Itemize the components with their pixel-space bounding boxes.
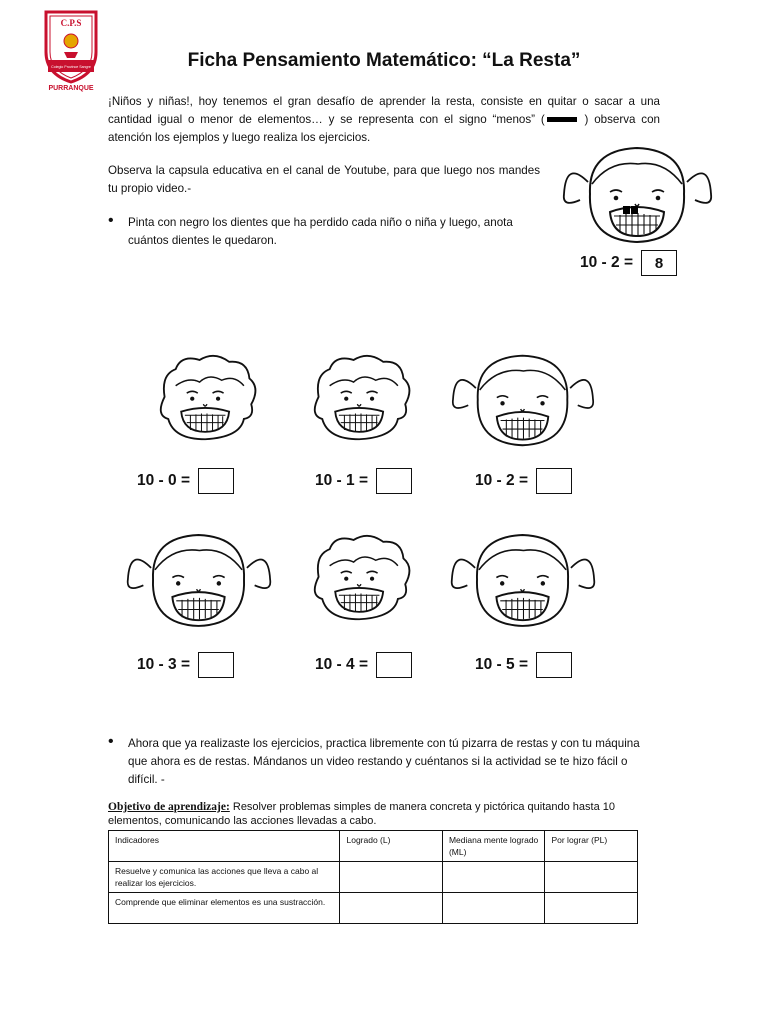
logo-top-text: C.P.S bbox=[60, 18, 82, 28]
instruction-bullet-1 bbox=[108, 212, 518, 250]
girl-face-icon bbox=[124, 525, 274, 635]
example-answer-box: 8 bbox=[641, 250, 677, 276]
page-title: Ficha Pensamiento Matemático: “La Resta” bbox=[187, 50, 581, 71]
intro-text-1: ¡Niños y niñas!, hoy tenemos el gran desafío de aprender la resta, consiste en quitar o sacar a una cantidad igual o menor de elementos… y se representa con el signo “menos” ( bbox=[108, 95, 660, 126]
indicators-table bbox=[108, 830, 638, 924]
girl-face-icon bbox=[448, 525, 598, 635]
exercise-1-answer-box[interactable] bbox=[198, 468, 234, 494]
instruction-bullet-2 bbox=[108, 733, 658, 789]
exercise-1-expression: 10 - 0 = bbox=[137, 472, 190, 489]
exercise-3 bbox=[475, 468, 572, 494]
exercise-4-answer-box[interactable] bbox=[198, 652, 234, 678]
exercise-1 bbox=[137, 468, 234, 494]
cell-por-lograr-1[interactable] bbox=[545, 862, 638, 893]
logo-bottom-text: PURRANQUE bbox=[48, 85, 94, 92]
exercise-3-answer-box[interactable] bbox=[536, 468, 572, 494]
exercise-6-answer-box[interactable] bbox=[536, 652, 572, 678]
example-expression: 10 - 2 = bbox=[580, 254, 633, 271]
exercise-5 bbox=[315, 652, 412, 678]
exercise-2-expression: 10 - 1 = bbox=[315, 472, 368, 489]
minus-sign-icon bbox=[547, 117, 577, 122]
indicator-1: Resuelve y comunica las acciones que lleva a cabo al realizar los ejercicios. bbox=[109, 862, 340, 893]
bullet-icon: • bbox=[108, 212, 114, 229]
instruction-1-text: Pinta con negro los dientes que ha perdido cada niño o niña y luego, anota cuántos dientes le quedaron. bbox=[128, 216, 513, 247]
objective-text: Resolver problemas simples de manera concreta y pictórica quitando hasta 10 elementos, comunicando las acciones llevadas a cabo. bbox=[108, 801, 616, 827]
header-por-lograr: Por lograr (PL) bbox=[545, 831, 638, 862]
objective-label: Objetivo de aprendizaje: bbox=[108, 801, 230, 813]
example-girl-face-icon bbox=[560, 142, 715, 247]
cell-logrado-2[interactable] bbox=[340, 893, 442, 924]
exercise-3-expression: 10 - 2 = bbox=[475, 472, 528, 489]
indicator-2: Comprende que eliminar elementos es una sustracción. bbox=[109, 893, 340, 924]
girl-face-icon bbox=[448, 350, 598, 450]
boy-face-icon bbox=[148, 345, 266, 445]
exercise-4-expression: 10 - 3 = bbox=[137, 656, 190, 673]
learning-objective bbox=[108, 800, 668, 828]
cell-logrado-1[interactable] bbox=[340, 862, 442, 893]
boy-face-icon bbox=[302, 525, 420, 625]
exercise-6 bbox=[475, 652, 572, 678]
exercise-4 bbox=[137, 652, 234, 678]
cell-mediana-1[interactable] bbox=[442, 862, 545, 893]
instruction-2-text: Ahora que ya realizaste los ejercicios, practica libremente con tú pizarra de restas y con tu máquina que ahora es de restas. Mándanos un video restando y cuéntanos si la actividad se te hizo fácil o difícil. - bbox=[128, 737, 640, 786]
exercise-5-answer-box[interactable] bbox=[376, 652, 412, 678]
bullet-icon: • bbox=[108, 733, 114, 750]
exercise-2-answer-box[interactable] bbox=[376, 468, 412, 494]
header-indicadores: Indicadores bbox=[109, 831, 340, 862]
header-mediana: Mediana mente logrado (ML) bbox=[442, 831, 545, 862]
table-row bbox=[109, 893, 638, 924]
intro-paragraph bbox=[108, 93, 660, 147]
exercise-2 bbox=[315, 468, 412, 494]
logo-middle-text: Colegio Province Sangre bbox=[51, 65, 91, 69]
table-header-row bbox=[109, 831, 638, 862]
boy-face-icon bbox=[302, 345, 420, 445]
example-equation bbox=[580, 250, 677, 276]
header-logrado: Logrado (L) bbox=[340, 831, 442, 862]
cell-por-lograr-2[interactable] bbox=[545, 893, 638, 924]
exercise-5-expression: 10 - 4 = bbox=[315, 656, 368, 673]
cell-mediana-2[interactable] bbox=[442, 893, 545, 924]
capsule-paragraph: Observa la capsula educativa en el canal de Youtube, para que luego nos mandes tu propio video.- bbox=[108, 164, 540, 195]
table-row bbox=[109, 862, 638, 893]
exercise-6-expression: 10 - 5 = bbox=[475, 656, 528, 673]
intro-text-2: ) observa con atención los ejemplos y luego realiza los ejercicios. bbox=[108, 113, 660, 144]
